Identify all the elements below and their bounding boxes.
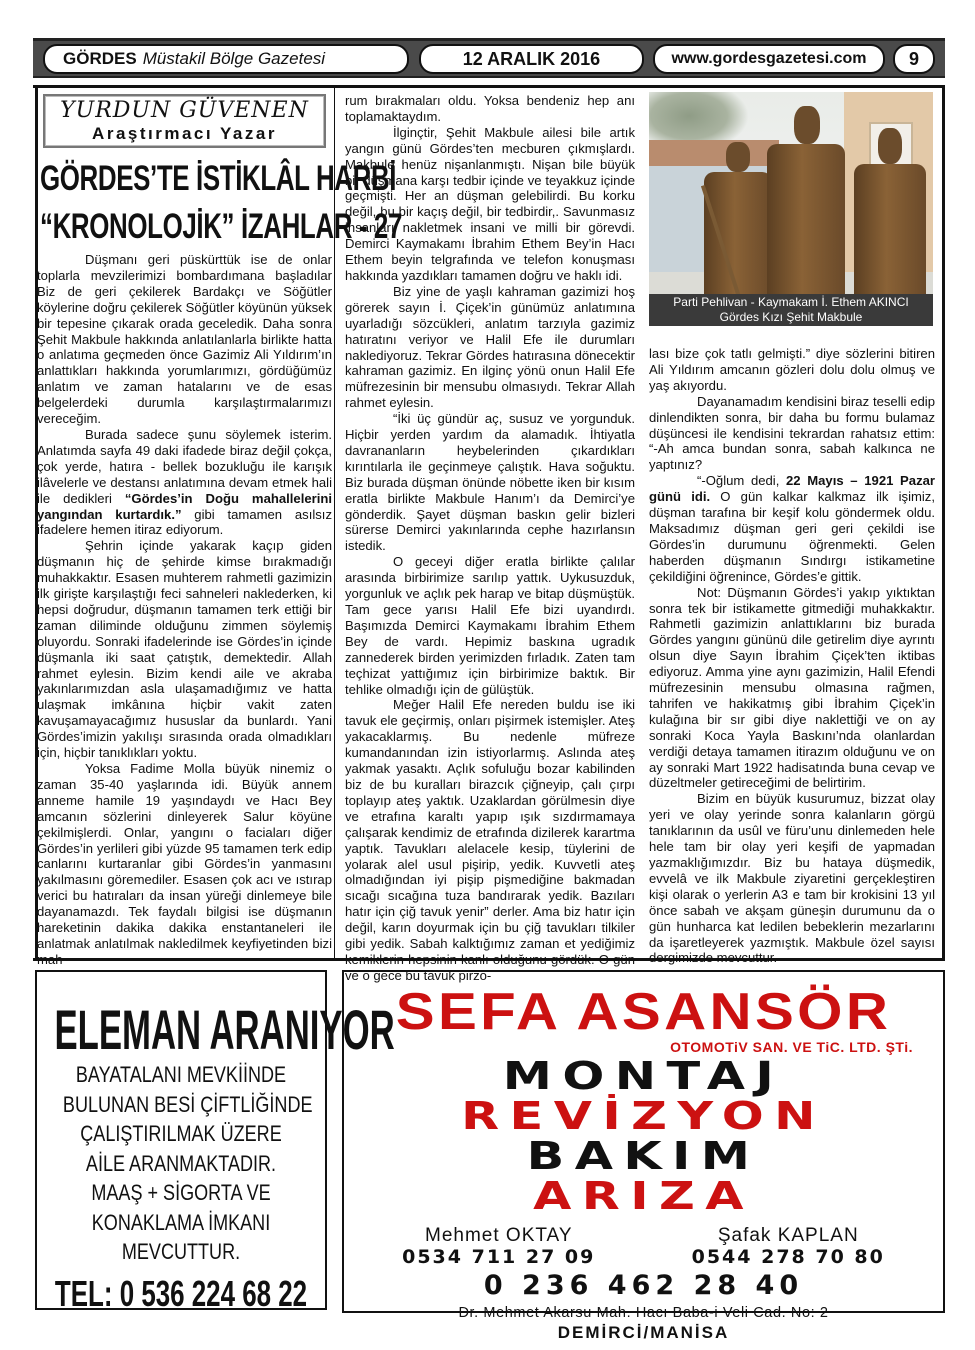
paragraph: Dayanamadım kendisini biraz teselli edip dinlendikten sonra, bir daha bu formu bulamaz düşüncesi ile kendisini tekrardan rahatsız ettim: “-Ah amca bundan sonra, sabah kalkınca ne yaptınız? <box>649 393 935 473</box>
text-span: Burada sadece şunu söylemek isterim. Anlatımda sayfa 49 daki ifadede biraz değil çokça, çok yerde, hatıra - bellek bozukluğu ile karışık ilâvelerle ve destansı anlatımına devam etmek hali ile dedikleri <box>37 426 332 506</box>
article-headline <box>40 155 403 251</box>
newspaper-tagline: Müstakil Bölge Gazetesi <box>142 49 326 68</box>
contact-phone: 0544 278 70 80 <box>691 1246 885 1268</box>
elevator-company-ad <box>342 970 945 1342</box>
photo-caption <box>649 294 933 326</box>
paragraph: Bizim en büyük kusurumuz, bizzat olay yeri ve olay yerinde sonra kalanların görgü tanıklarının da usûl ve füru’unu dinlemeden hele hele tam bir olay yeri keşifi de yapmadan yazmaklığımızdır. Biz bu hataya düşmedik, evvelâ ve ilk Makbule ziyaretini gerçekleştiren kişi olarak o yerlerin A3 e tam bir krokisini 13 yıl önce sabah ve akşam güneşin durumunu da o gün hunharca kat ledilen bebeklerin mezarlarını da işaretleyerek yazmıştık. Makbule özel sayısı dergimizde mevcuttur. <box>649 791 935 966</box>
author-box <box>43 94 326 148</box>
paragraph: Biz yine de yaşlı kahraman gazimizi hoş görerek sayın İ. Çiçek’in günümüz anlatımına uyarladığı sözcükleri, anlatım tarzıyla gazimiz hatıratını veriyor ve Halil Efe ile durumları naklediyoruz. Tekrar Gördes hatırasına dönecektir kahraman gazimiz. En ilginç yönü onun Halil Efe müfrezesinin bir mensubu olmasıydı. Tekrar Allah rahmet eylesin. <box>345 283 635 411</box>
job-ad-line: BAYATALANI MEVKİİNDE <box>75 1062 287 1087</box>
newspaper-name: GÖRDES <box>63 49 137 68</box>
text-span: “-Oğlum dedi, <box>697 473 787 489</box>
paragraph: Şehrin içinde yakarak kaçıp giden düşmanın hiç de şehirde kimse bırakmadığı muhakkaktır. Esasen muhterem rahmetli gazimizin ilk girişte karşılaştığı feci sahneleri naklederken, ki hepsi doğrudur, düşmanın tamamen terk ettiği bir zaman diliminde olduğunu zimmen söylemiş oluyordu. Sonraki ifadelerinde ise Gördes’in içinde düşmanla iki saat çatıştık, demektedir. Allah rahmet eylesin. Bizim kendi aile ve akraba yakınlarımızdan asla ulaşamadığımız ve hatta ulaşmak imkânına hiçbir vakit zaten kavuşamayacağımız hususlar da bunlardı. Yani Gördes’imizin yakılışı sırasında orada olmadıkları için, hiçbir tanıklıkları yoktu. <box>37 538 332 761</box>
article-column-1 <box>37 252 332 968</box>
job-ad-line: ÇALIŞTIRILMAK ÜZERE <box>80 1121 282 1146</box>
service-montaj: MONTAJ <box>502 1054 785 1098</box>
paragraph: Meğer Halil Efe nereden buldu ise iki tavuk ele geçirmiş, onları pişirmek istemişler. Ateş yakacaklarmış. Bu nedenle müfreze kumandanından izin istiyorlarmış. Aslında ateş yakmak yasaktı. Açlık sofuluğu bozar kabilinden biz de bu kuralları birazcık çiğneyip, çalı çırpı toplayıp ateş yaktık. Uzaklardan görülmesin diye ve etrafına karaltı yapıp ışık sızdırmamaya çalışarak kendimiz de etrafında dizilerek karartma yaptık. Tavukları alelacele kesip, tüylerini de yolarak alel usul pişirip, yedik. Kuvvetli ateş olmadığından iyi pişip pişmediğine bakmadan sıcağı sıcağına tuza bandırarak yedik. Bazıları hatır için çiğ tavuk yenir” derler. Ama biz hatır için değil, karın doyurmak için bu çiğ tavukları tilkiler gibi yedik. Sabah kalktığımız zaman et yediğimiz kemiklerin hepsinin kanlı olduğunu gördük. O gün ve o gece bu tavuk pirzo- <box>345 697 635 983</box>
contacts <box>344 1226 943 1268</box>
website-url: www.gordesgazetesi.com <box>653 44 885 74</box>
caption-line-2: Gördes Kızı Şehit Makbule <box>719 310 863 324</box>
page-number: 9 <box>893 44 935 74</box>
newspaper-title <box>43 44 409 74</box>
roof <box>649 140 779 166</box>
statue-figure-center <box>767 144 845 298</box>
paragraph: O geceyi diğer eratla birlikte çalılar arasında birbirimize sarılıp yattık. Uykusuzduk, yorgunluk ve açlık pek harap ve bitap düşmüştük. Tam gece yarısı Halil Efe bizi uyandırdı. Başımızda Demirci Kaymakamı İbrahim Ethem Bey de vardı. Hepimiz baskına ugradık zannederek birden yerimizden fırladık. Zaten tam teçhizat yattığımız için birbirimize baktık. Bir tehlike olmadığı için de gülüştük. <box>345 554 635 697</box>
job-ad-phone: TEL: 0 536 224 68 22 <box>54 1272 308 1314</box>
statue-figure-right <box>854 164 926 298</box>
address: Dr. Mehmet Akarsu Mah. Hacı Baba-i Veli Cad. No: 2 <box>458 1305 829 1321</box>
text-span: O gün kalkar kalkmaz ilk işimiz, düşman tarafına bir keşif kolu göndermek oldu. Maksadımız düşman geri geri çekildi ise Gördes’in durumunu öğrenmekti. Gelen haberden düşmanın Sındırgı istikametine çekildiğini öğrenince, Gördes’e gittik. <box>649 489 935 584</box>
paragraph: Düşmanı geri püskürttük ise de onlar toplarla mevzilerimizi bombardımana başladılar Biz de geri çekilerek Bardakçı ve Söğütler köylerine doğru çekilerek Söğütler köyünün yüksek bir tepesine çıkarak orada geceledik. Daha sonra Şehit Makbule hakkında anlatılanlarla birlikte hatta o anlatıma geçmeden önce Gazimiz Ali Yıldırım’ın anlattıkları hakkında yorumlarımızı, gördüğümüz anlatım ve zaman hatalarını ve de esas belgelerdeki durumla karşılaştırmalarımızı vereceğim. <box>37 252 332 427</box>
paragraph <box>37 427 332 538</box>
masthead-bar <box>33 38 945 78</box>
paragraph: “İki üç gündür aç, susuz ve yorgunduk. Hiçbir yerden yardım da alamadık. İhtiyatla davrananların heybelerinden çıkardıkları kırıntılarla ile geçinmeye çalıştık. Hava soğuktu. Biz burada düşman önünde nöbette iken bir kısım eratla birlikte Makbule Hanım’ı da Demirci’ye gönderdik. Şayet düşman baskın gelir bizleri sürerse Demirci yakınlarında cephe hazırlansın istedik. <box>345 411 635 554</box>
job-ad-line: BULUNAN BESİ ÇİFTLİĞİNDE <box>62 1091 313 1117</box>
column-3-border <box>942 87 945 958</box>
paragraph: rum bırakmaları oldu. Yoksa bendeniz hep anı toplamaktaydım. <box>345 93 635 124</box>
headline-line-2: “KRONOLOJİK” İZAHLAR - 27 <box>40 207 403 246</box>
article-column-3 <box>649 346 935 966</box>
job-ad-line: AİLE ARANMAKTADIR. <box>85 1150 277 1176</box>
company-subtitle: OTOMOTiV SAN. VE TiC. LTD. ŞTi. <box>670 1039 913 1055</box>
job-ad-title: ELEMAN ARANIYOR <box>54 998 395 1061</box>
bold-date: 22 Mayıs – 1921 Pazar günü idi. <box>649 473 935 505</box>
contact-name: Mehmet OKTAY <box>425 1225 573 1246</box>
company-name: SEFA ASANSÖR <box>395 983 892 1041</box>
issue-date: 12 ARALIK 2016 <box>419 44 644 74</box>
job-ad-line: KONAKLAMA İMKANI <box>91 1209 271 1235</box>
statue-photo <box>649 92 933 325</box>
bold-quote: “Gördes’in Doğu mahallelerini yangından kurtardık.” <box>37 490 332 522</box>
job-ad-line: MAAŞ + SİGORTA VE <box>91 1180 271 1205</box>
contact-2 <box>692 1226 885 1268</box>
author-role: Araştırmacı Yazar <box>92 124 277 143</box>
statue-figure-left <box>704 172 772 300</box>
contact-1 <box>402 1226 595 1268</box>
job-ad-line: MEVCUTTUR. <box>121 1239 241 1264</box>
article-column-2 <box>345 93 635 984</box>
author-name: YURDUN GÜVENEN <box>60 98 309 123</box>
headline-line-1: GÖRDES’TE İSTİKLÂL HARBİ <box>40 159 397 198</box>
paragraph: lası bize çok tatlı gelmişti.” diye sözlerini bitiren Ali Yıldırım amcanın gözleri dolu dolu olmuş ve yaş akıyordu. <box>649 346 935 393</box>
caption-line-1: Parti Pehlivan - Kaymakam İ. Ethem AKINCI <box>673 295 909 309</box>
service-revizyon: REVİZYON <box>461 1094 826 1138</box>
text-span: gibi tamamen asılsız ifadelere hemen itiraz ediyorum. <box>37 506 332 538</box>
city: DEMİRCİ/MANİSA <box>557 1323 730 1342</box>
service-bakim: BAKIM <box>526 1134 761 1178</box>
contact-name: Şafak KAPLAN <box>717 1225 859 1246</box>
main-phone: 0 236 462 28 40 <box>483 1270 804 1301</box>
service-ariza: ARIZA <box>533 1174 754 1218</box>
paragraph: Yoksa Fadime Molla büyük ninemiz o zaman 35-40 yaşlarında idi. Büyük annem anneme hamile 19 yaşındaydı ve Hacı Bey amcanın sözlerini dinleyerek Salur köyüne çekilmişlerdi. Onlar, yangını o faciaları diğer Gördes’in yerlileri gibi yüzde 95 tamamen terk edip canlarını kurtaranlar gibi Gördes’in yanmasını yakılmasını göremediler. Esasen çok acı ve ıstırap verici bu hatıraları da insan yüreği dinlemeye bile dayanamazdı. Tek faydalı bilgisi ise düşmanın hareketinin dakika dakika enstantaneleri ile anlatmak anlatılmak nakledilmek keyfiyetinden bizi mah- <box>37 761 332 967</box>
contact-phone: 0534 711 27 09 <box>402 1246 596 1268</box>
paragraph: İlginçtir, Şehit Makbule ailesi bile artık yangın günü Gördes’ten mecburen çıkmışlardı. Makbule henüz nişanlanmıştı. Nişan bile büyük bir düşmana karşı tedbir içinde ve teyakkuz içinde geçmişti. Her an düşman gelebilirdi. Bu korku değil, bu bir kaçış değil, bir tedbirdir,. Savunmasız insanları nakletmek insani ve milli bir görevdi. Demirci Kaymakamı İbrahim Ethem Bey’in Hacı Ethem beyin telgrafında ve telefon konuşması hakkında yazdıkları tamamen doğru ve haklı idi. <box>345 124 635 283</box>
paragraph: Not: Düşmanın Gördes’i yakıp yıktıktan sonra tek bir istikamette gitmediği muhakkaktır. Rahmetli gazimizin anlattıklarını biz burada Gördes yangını gününü dile getirelim diye ayrıntı olsun diye Sayın İbrahim Çiçek’ten iktibas ediyoruz. Amma yine aynı gazimizin, Halil Efendi müfrezesinin mensubu olmasına rağmen, tahrifen ve hakikatmış gibi İbrahim Çiçek’in kulağına bir sır gibi diye naklettiği ve on ay sonraki Koca Yayla Baskını’nda olanlardan verdiği detaya tamamen itirazım olduğunu ve on ay sonraki Mart 1922 hadisatında buna cevap ve düzeltmeler getireceğimi de belirtirim. <box>649 584 935 791</box>
paragraph <box>649 473 935 584</box>
